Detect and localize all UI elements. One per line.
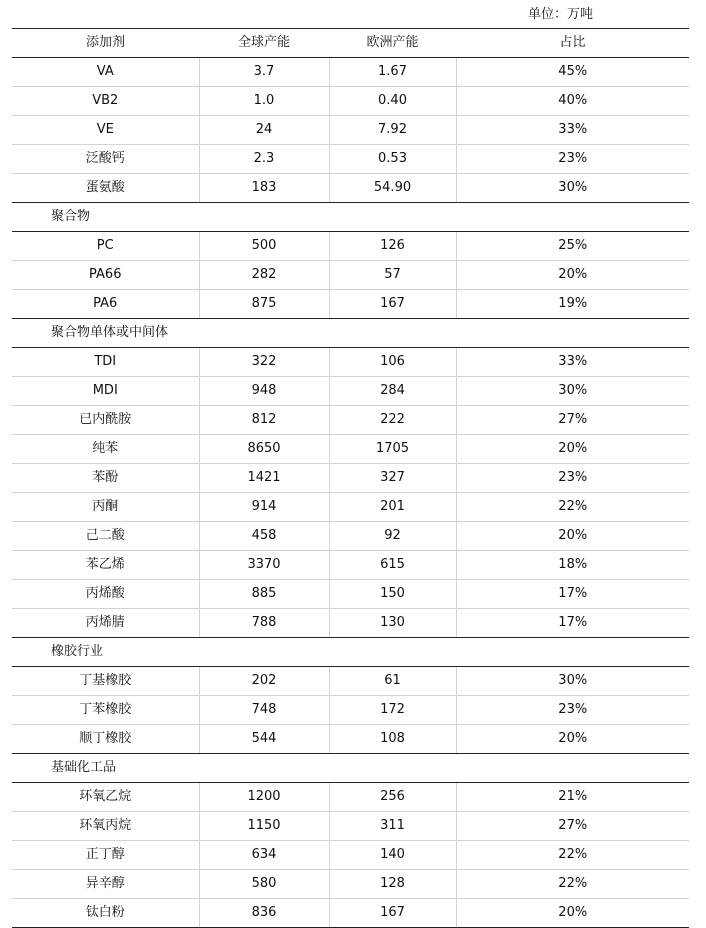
table-row: [12, 58, 689, 87]
table-row: [12, 812, 689, 841]
cell-europe: 615: [329, 551, 456, 580]
cell-share: 30%: [456, 667, 689, 696]
cell-name: 蛋氨酸: [12, 174, 199, 203]
cell-europe: 167: [329, 290, 456, 319]
cell-europe: 92: [329, 522, 456, 551]
cell-name: 钛白粉: [12, 899, 199, 928]
section-title: 基础化工品: [12, 754, 689, 783]
cell-europe: 284: [329, 377, 456, 406]
cell-global: 8650: [199, 435, 329, 464]
cell-share: 45%: [456, 58, 689, 87]
cell-europe: 0.40: [329, 87, 456, 116]
table-header: [12, 29, 689, 58]
header-global-capacity: 全球产能: [199, 29, 329, 58]
cell-share: 25%: [456, 232, 689, 261]
table-row: [12, 464, 689, 493]
cell-share: 22%: [456, 493, 689, 522]
cell-global: 1200: [199, 783, 329, 812]
table-row: [12, 435, 689, 464]
cell-name: 泛酸钙: [12, 145, 199, 174]
cell-name: 己二酸: [12, 522, 199, 551]
cell-europe: 140: [329, 841, 456, 870]
table-row: [12, 899, 689, 928]
cell-europe: 61: [329, 667, 456, 696]
header-share: 占比: [456, 29, 689, 58]
cell-europe: 256: [329, 783, 456, 812]
table-row: [12, 406, 689, 435]
cell-global: 875: [199, 290, 329, 319]
table-row: [12, 377, 689, 406]
cell-share: 27%: [456, 406, 689, 435]
cell-global: 1150: [199, 812, 329, 841]
cell-share: 20%: [456, 435, 689, 464]
cell-share: 17%: [456, 609, 689, 638]
cell-share: 33%: [456, 348, 689, 377]
cell-name: PA6: [12, 290, 199, 319]
section-header: [12, 638, 689, 667]
cell-global: 458: [199, 522, 329, 551]
cell-name: TDI: [12, 348, 199, 377]
table-row: [12, 174, 689, 203]
cell-europe: 57: [329, 261, 456, 290]
cell-name: VE: [12, 116, 199, 145]
cell-europe: 172: [329, 696, 456, 725]
cell-name: MDI: [12, 377, 199, 406]
cell-global: 812: [199, 406, 329, 435]
cell-global: 1421: [199, 464, 329, 493]
cell-europe: 311: [329, 812, 456, 841]
table-row: [12, 116, 689, 145]
cell-name: 正丁醇: [12, 841, 199, 870]
table-row: [12, 725, 689, 754]
cell-global: 3370: [199, 551, 329, 580]
cell-global: 202: [199, 667, 329, 696]
cell-europe: 130: [329, 609, 456, 638]
cell-global: 1.0: [199, 87, 329, 116]
cell-global: 836: [199, 899, 329, 928]
cell-europe: 128: [329, 870, 456, 899]
cell-share: 23%: [456, 696, 689, 725]
table-row: [12, 493, 689, 522]
cell-name: 苯乙烯: [12, 551, 199, 580]
cell-europe: 150: [329, 580, 456, 609]
cell-europe: 1705: [329, 435, 456, 464]
cell-europe: 222: [329, 406, 456, 435]
cell-share: 30%: [456, 377, 689, 406]
table-row: [12, 609, 689, 638]
cell-name: 丁苯橡胶: [12, 696, 199, 725]
cell-share: 20%: [456, 522, 689, 551]
table-row: [12, 696, 689, 725]
capacity-table: [12, 28, 689, 928]
table-row: [12, 522, 689, 551]
cell-share: 23%: [456, 145, 689, 174]
cell-name: 已内酰胺: [12, 406, 199, 435]
header-europe-capacity: 欧洲产能: [329, 29, 456, 58]
cell-global: 282: [199, 261, 329, 290]
table-row: [12, 261, 689, 290]
section-title: 聚合物: [12, 203, 689, 232]
cell-share: 20%: [456, 899, 689, 928]
table-body: [12, 29, 689, 928]
cell-name: 顺丁橡胶: [12, 725, 199, 754]
cell-share: 27%: [456, 812, 689, 841]
table-row: [12, 145, 689, 174]
cell-global: 748: [199, 696, 329, 725]
cell-global: 788: [199, 609, 329, 638]
cell-global: 24: [199, 116, 329, 145]
cell-europe: 126: [329, 232, 456, 261]
cell-name: 异辛醇: [12, 870, 199, 899]
cell-global: 885: [199, 580, 329, 609]
cell-europe: 54.90: [329, 174, 456, 203]
cell-name: 环氧丙烷: [12, 812, 199, 841]
cell-share: 33%: [456, 116, 689, 145]
cell-share: 22%: [456, 841, 689, 870]
cell-europe: 167: [329, 899, 456, 928]
section-header: [12, 203, 689, 232]
cell-global: 322: [199, 348, 329, 377]
section-header: [12, 754, 689, 783]
cell-global: 914: [199, 493, 329, 522]
table-row: [12, 348, 689, 377]
cell-europe: 106: [329, 348, 456, 377]
cell-share: 30%: [456, 174, 689, 203]
cell-share: 23%: [456, 464, 689, 493]
cell-europe: 0.53: [329, 145, 456, 174]
cell-share: 22%: [456, 870, 689, 899]
cell-name: PA66: [12, 261, 199, 290]
table-row: [12, 580, 689, 609]
cell-share: 21%: [456, 783, 689, 812]
cell-global: 634: [199, 841, 329, 870]
table-row: [12, 232, 689, 261]
cell-name: 丙酮: [12, 493, 199, 522]
table-row: [12, 667, 689, 696]
cell-global: 544: [199, 725, 329, 754]
cell-share: 40%: [456, 87, 689, 116]
cell-europe: 108: [329, 725, 456, 754]
cell-name: 苯酚: [12, 464, 199, 493]
cell-name: 丁基橡胶: [12, 667, 199, 696]
cell-share: 18%: [456, 551, 689, 580]
table-row: [12, 841, 689, 870]
cell-name: VA: [12, 58, 199, 87]
cell-global: 3.7: [199, 58, 329, 87]
cell-name: 丙烯酸: [12, 580, 199, 609]
cell-name: PC: [12, 232, 199, 261]
cell-share: 19%: [456, 290, 689, 319]
header-additive: 添加剂: [12, 29, 199, 58]
section-header: [12, 319, 689, 348]
cell-name: 丙烯腈: [12, 609, 199, 638]
unit-label: 单位：万吨: [528, 7, 594, 22]
cell-share: 17%: [456, 580, 689, 609]
cell-europe: 201: [329, 493, 456, 522]
table-row: [12, 87, 689, 116]
section-title: 橡胶行业: [12, 638, 689, 667]
cell-europe: 327: [329, 464, 456, 493]
cell-europe: 7.92: [329, 116, 456, 145]
cell-global: 580: [199, 870, 329, 899]
cell-share: 20%: [456, 725, 689, 754]
cell-share: 20%: [456, 261, 689, 290]
cell-global: 183: [199, 174, 329, 203]
cell-global: 948: [199, 377, 329, 406]
table-row: [12, 783, 689, 812]
table-row: [12, 870, 689, 899]
table-row: [12, 551, 689, 580]
table-row: [12, 290, 689, 319]
cell-global: 2.3: [199, 145, 329, 174]
cell-name: VB2: [12, 87, 199, 116]
cell-name: 环氧乙烷: [12, 783, 199, 812]
cell-global: 500: [199, 232, 329, 261]
section-title: 聚合物单体或中间体: [12, 319, 689, 348]
cell-name: 纯苯: [12, 435, 199, 464]
cell-europe: 1.67: [329, 58, 456, 87]
